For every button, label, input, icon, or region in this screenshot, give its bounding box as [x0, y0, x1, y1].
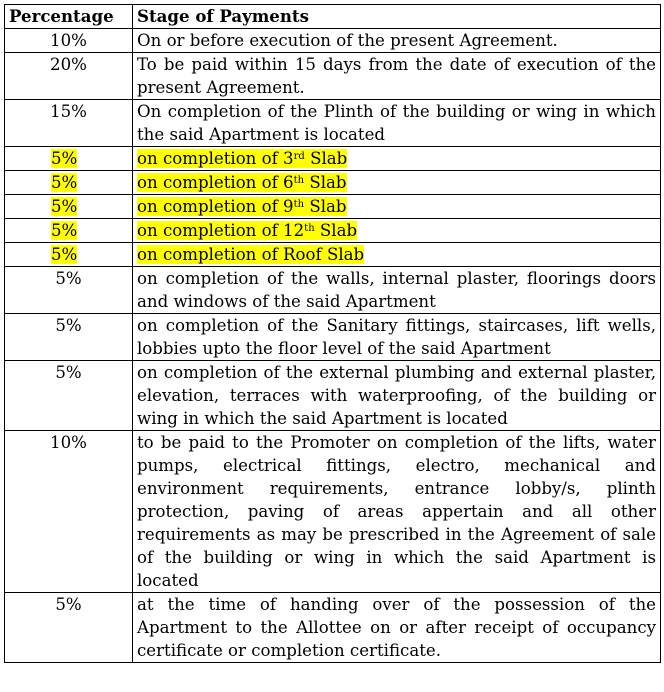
row-stage: at the time of handing over of the possession of the Apartment to the Allottee on or after receipt of occupancy certificate or completion certificate. [133, 593, 661, 663]
row-stage: To be paid within 15 days from the date of execution of the present Agreement. [133, 53, 661, 100]
table-row [5, 29, 661, 53]
table-row [5, 100, 661, 147]
row-stage: on completion of the external plumbing and external plaster, elevation, terraces with waterproofing, of the building or wing in which the said Apartment is located [133, 361, 661, 431]
table-row [5, 53, 661, 100]
stage-text: on completion of 6 [137, 173, 294, 192]
stage-text: Slab [304, 149, 348, 168]
highlight-mark [137, 221, 357, 240]
ordinal-suffix: th [304, 223, 315, 234]
highlight-mark: 5% [51, 173, 78, 192]
stage-text: on completion of 9 [137, 197, 294, 216]
row-percentage [5, 171, 133, 195]
row-stage: On or before execution of the present Agreement. [133, 29, 661, 53]
stage-text: Slab [304, 173, 347, 192]
stage-text: on completion of 12 [137, 221, 305, 240]
highlight-mark: 5% [51, 245, 78, 264]
table-row-highlighted [5, 195, 661, 219]
table-row [5, 593, 661, 663]
highlight-mark: 5% [51, 197, 78, 216]
highlight-mark [137, 149, 347, 168]
row-percentage: 15% [5, 100, 133, 147]
highlight-mark [137, 173, 347, 192]
row-stage [133, 195, 661, 219]
stage-text: on completion of 3 [137, 149, 294, 168]
ordinal-suffix: th [293, 199, 305, 210]
table-row [5, 431, 661, 593]
row-stage [133, 171, 661, 195]
row-percentage: 5% [5, 267, 133, 314]
highlight-mark: 5% [51, 221, 78, 240]
row-percentage [5, 195, 133, 219]
table-row-highlighted [5, 171, 661, 195]
row-stage [133, 147, 661, 171]
highlight-mark [137, 197, 347, 216]
highlight-mark: 5% [51, 149, 78, 168]
row-stage: on completion of the walls, internal plaster, floorings doors and windows of the said Apartment [133, 267, 661, 314]
ordinal-suffix: rd [293, 151, 305, 162]
stage-text: Slab [314, 221, 358, 240]
table-row [5, 267, 661, 314]
table-row [5, 361, 661, 431]
highlight-mark: on completion of Roof Slab [137, 245, 365, 264]
row-percentage: 10% [5, 29, 133, 53]
table-row-highlighted [5, 243, 661, 267]
row-stage: on completion of the Sanitary fittings, staircases, lift wells, lobbies upto the floor level of the said Apartment [133, 314, 661, 361]
row-percentage [5, 147, 133, 171]
table-header-row [5, 5, 661, 29]
row-percentage: 5% [5, 314, 133, 361]
table-row-highlighted [5, 147, 661, 171]
row-percentage: 5% [5, 593, 133, 663]
stage-text: Slab [304, 197, 347, 216]
table-row [5, 314, 661, 361]
payment-schedule-table [4, 4, 661, 663]
row-percentage: 20% [5, 53, 133, 100]
row-stage: to be paid to the Promoter on completion of the lifts, water pumps, electrical fittings, electro, mechanical and environment requirements, entrance lobby/s, plinth protection, paving of areas appertain and all other requirements as may be prescribed in the Agreement of sale of the building or wing in which the said Apartment is located [133, 431, 661, 593]
header-stage-of-payments: Stage of Payments [133, 5, 661, 29]
row-percentage [5, 243, 133, 267]
row-percentage [5, 219, 133, 243]
row-stage: On completion of the Plinth of the building or wing in which the said Apartment is located [133, 100, 661, 147]
header-percentage: Percentage [5, 5, 133, 29]
row-percentage: 10% [5, 431, 133, 593]
row-stage [133, 219, 661, 243]
table-row-highlighted [5, 219, 661, 243]
row-percentage: 5% [5, 361, 133, 431]
row-stage [133, 243, 661, 267]
ordinal-suffix: th [293, 175, 305, 186]
